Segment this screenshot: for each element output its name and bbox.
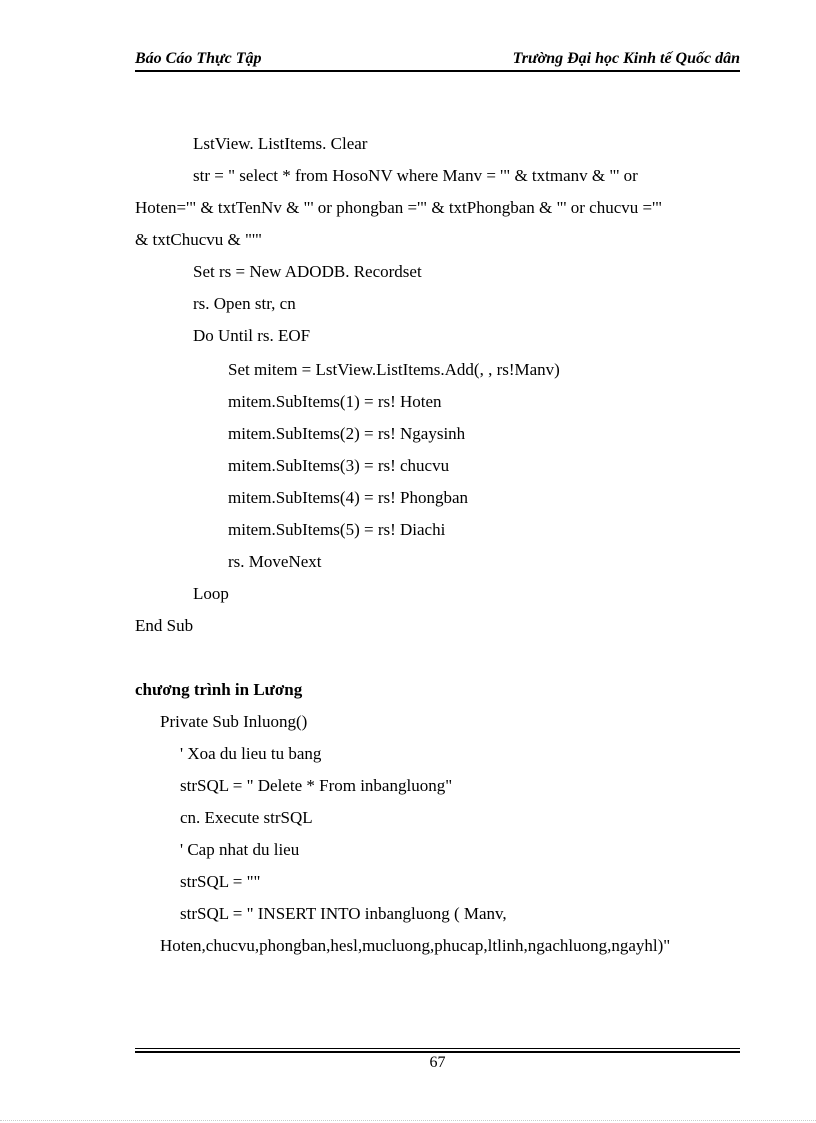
code-line: mitem.SubItems(2) = rs! Ngaysinh <box>228 424 466 443</box>
code-line: mitem.SubItems(1) = rs! Hoten <box>228 392 442 411</box>
code-line: strSQL = "" <box>180 872 261 891</box>
code-line: Loop <box>193 584 229 603</box>
code-line: strSQL = " Delete * From inbangluong" <box>180 776 453 795</box>
code-line: & txtChucvu & "'" <box>135 230 262 249</box>
code-line: Set mitem = LstView.ListItems.Add(, , rs!Manv) <box>228 360 560 379</box>
code-line: ' Xoa du lieu tu bang <box>180 744 322 763</box>
header-divider <box>135 70 740 72</box>
code-line: strSQL = " INSERT INTO inbangluong ( Manv, <box>180 904 507 923</box>
header-university-name: Trường Đại học Kinh tế Quốc dân <box>512 50 740 67</box>
footer-divider <box>135 1051 740 1053</box>
code-line: rs. MoveNext <box>228 552 322 571</box>
code-line: str = " select * from HosoNV where Manv = '" & txtmanv & "' or <box>193 166 638 185</box>
code-line: mitem.SubItems(3) = rs! chucvu <box>228 456 450 475</box>
section-title: chương trình in Lương <box>135 680 303 699</box>
code-line: Set rs = New ADODB. Recordset <box>193 262 422 281</box>
page-number: 67 <box>429 1054 446 1071</box>
code-line: rs. Open str, cn <box>193 294 296 313</box>
code-line: mitem.SubItems(4) = rs! Phongban <box>228 488 469 507</box>
code-line: Hoten='" & txtTenNv & "' or phongban ='" & txtPhongban & "' or chucvu ='" <box>135 198 663 217</box>
header-report-title: Báo Cáo Thực Tập <box>135 50 262 67</box>
code-line: End Sub <box>135 616 194 635</box>
page-header <box>135 46 740 72</box>
code-line: cn. Execute strSQL <box>180 808 313 827</box>
code-line: LstView. ListItems. Clear <box>193 134 368 153</box>
page-bottom-border <box>0 1120 816 1121</box>
code-line: ' Cap nhat du lieu <box>180 840 300 859</box>
code-line: Do Until rs. EOF <box>193 326 311 345</box>
code-line: Private Sub Inluong() <box>160 712 308 731</box>
code-line: Hoten,chucvu,phongban,hesl,mucluong,phucap,ltlinh,ngachluong,ngayhl)" <box>160 936 671 955</box>
footer-divider <box>135 1048 740 1049</box>
code-line: mitem.SubItems(5) = rs! Diachi <box>228 520 446 539</box>
